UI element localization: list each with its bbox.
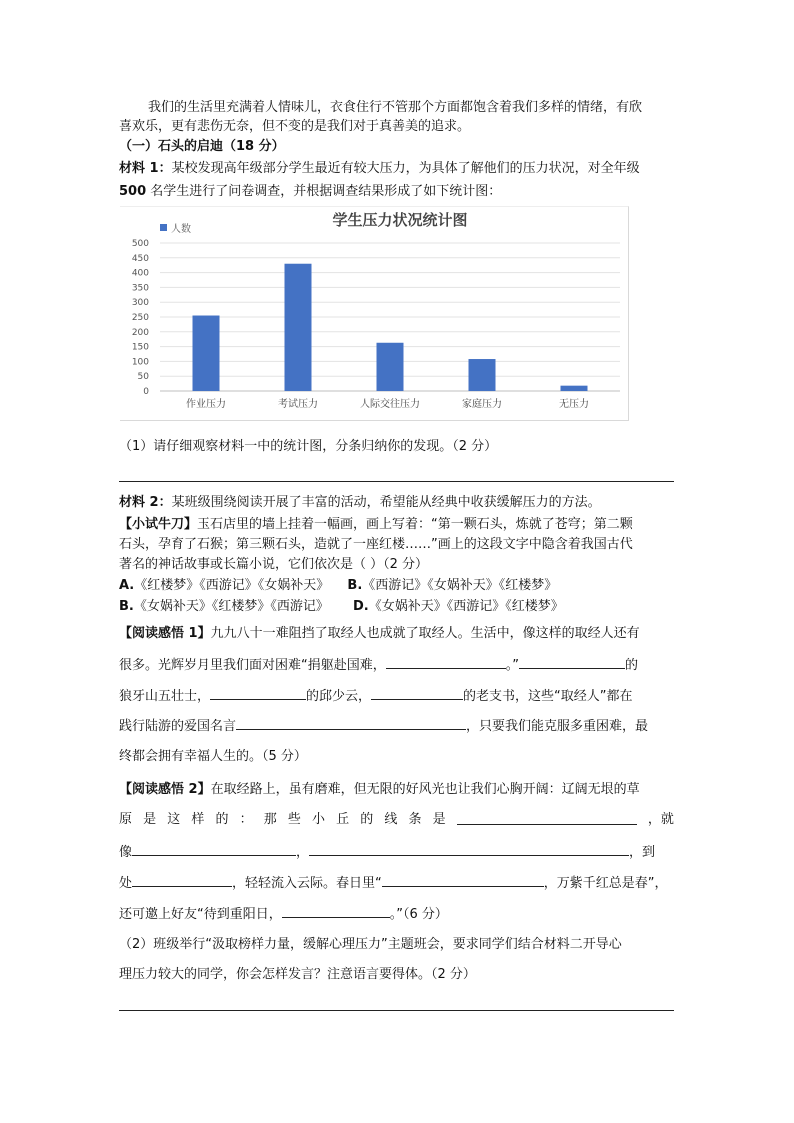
gan1-text-2c: 的: [625, 658, 639, 673]
gan2-char: 原: [119, 812, 133, 827]
option-a-label: A.: [119, 578, 135, 593]
gan2-line-4: [119, 873, 668, 893]
gan2-char: 小: [312, 812, 326, 827]
chart-bars: [193, 264, 588, 391]
material1-label: 材料 1：: [119, 161, 172, 176]
option-d-text: 《女娲补天》《西游记》《红楼梦》: [368, 599, 564, 614]
gan2-text-3a: 像: [119, 845, 133, 860]
gan2-char: 的: [215, 812, 229, 827]
gan2-char: 丘: [336, 812, 350, 827]
gan2-char: 的: [360, 812, 374, 827]
gan2-char: 是: [432, 812, 446, 827]
answer-line-2[interactable]: [119, 1010, 674, 1011]
bar-1: [193, 316, 220, 391]
blank-8[interactable]: [309, 842, 629, 856]
gan1-text-3b: 的邱少云，: [306, 689, 372, 704]
gan1-line-1: [119, 625, 640, 643]
gan1-text-4a: 践行陆游的爱国名言: [119, 719, 237, 734]
gan2-text-4c: ，万紫千红总是春”，: [543, 876, 668, 891]
option-a-text: 《红楼梦》《西游记》《女娲补天》: [134, 578, 330, 593]
blank-7[interactable]: [132, 842, 296, 856]
legend-label: 人数: [171, 224, 191, 235]
material2-line: [119, 494, 601, 512]
bar-5: [561, 386, 588, 391]
intro-line-2: 喜欢乐，更有悲伤无奈，但不变的是我们对于真善美的追求。: [119, 119, 471, 134]
gan1-text-1: 九九八十一难阻挡了取经人也成就了取经人。生活中，像这样的取经人还有: [210, 626, 640, 641]
option-c-label: B.: [119, 599, 134, 614]
gan1-text-3a: 狼牙山五壮士，: [119, 689, 211, 704]
gan2-text-5a: 还可邀上好友“待到重阳日，: [119, 907, 282, 922]
blank-1[interactable]: [386, 655, 506, 669]
xiaoshi-line-1: [119, 516, 633, 534]
y-tick-label: 200: [131, 327, 149, 338]
bar-3: [377, 343, 404, 391]
x-tick-label: 作业压力: [186, 399, 226, 410]
gan2-char: 线: [384, 812, 398, 827]
xiaoshi-line-2: 石头，孕育了石猴；第三颗石头，造就了一座红楼……”画上的这段文字中隐含着我国古代: [119, 537, 633, 552]
y-tick-label: 250: [131, 313, 149, 323]
gan1-line-2: [119, 655, 638, 675]
y-tick-label: 50: [137, 372, 149, 383]
y-tick-label: 0: [143, 387, 149, 397]
gan2-char: 条: [408, 812, 422, 827]
blank-9[interactable]: [132, 873, 232, 887]
material1-text: 某校发现高年级部分学生最近有较大压力，为具体了解他们的压力状况，对全年级: [171, 161, 640, 176]
gan2-char: 那: [263, 812, 277, 827]
x-tick-label: 考试压力: [278, 399, 318, 410]
y-tick-label: 450: [131, 253, 149, 264]
blank-6[interactable]: [457, 811, 637, 825]
gan1-line-5: 终都会拥有幸福人生的。（5 分）: [119, 749, 307, 764]
x-axis-labels: [186, 397, 589, 410]
gan2-text-3c: ，到: [629, 845, 656, 860]
stress-chart: [120, 206, 629, 421]
y-tick-label: 150: [131, 342, 149, 353]
gan2-text-4b: ，轻轻流入云际。春日里“: [232, 876, 382, 891]
options-row-2: [119, 598, 564, 616]
gan2-char: 样: [191, 812, 205, 827]
blank-4[interactable]: [371, 686, 463, 700]
material1-count: 500: [119, 184, 147, 199]
blank-10[interactable]: [382, 873, 544, 887]
gan2-char: 是: [143, 812, 157, 827]
material1-line-2: [119, 183, 501, 201]
legend-swatch: [160, 224, 167, 231]
gan2-char: ：: [239, 812, 253, 827]
question-2-line-2: 理压力较大的同学，你会怎样发言？注意语言要得体。（2 分）: [119, 967, 476, 982]
gan1-text-3c: 的老支书，这些“取经人”都在: [463, 689, 633, 704]
gan1-text-2b: 。”: [505, 658, 519, 673]
question-1: （1）请仔细观察材料一中的统计图，分条归纳你的发现。（2 分）: [119, 439, 498, 454]
gan1-line-3: [119, 686, 633, 706]
y-tick-label: 100: [131, 357, 149, 368]
option-d-label: D.: [353, 599, 369, 614]
answer-line-1[interactable]: [119, 481, 674, 482]
gan2-char: 些: [287, 812, 301, 827]
gan2-text-5b: 。”（6 分）: [389, 907, 448, 922]
x-tick-label: 家庭压力: [462, 399, 502, 410]
gan2-text-2-tail: ，就: [647, 812, 674, 827]
blank-3[interactable]: [210, 686, 306, 700]
gan2-line-3: [119, 842, 655, 862]
y-axis-ticks: [132, 239, 149, 397]
blank-5[interactable]: [236, 716, 466, 730]
y-tick-label: 500: [131, 239, 149, 249]
gan2-text-1: 在取经路上，虽有磨难，但无限的好风光也让我们心胸开阔：辽阔无垠的草: [210, 782, 640, 797]
gan2-text-4a: 处: [119, 876, 133, 891]
material1-text-2: 名学生进行了问卷调查，并根据调查结果形成了如下统计图：: [146, 184, 502, 199]
gan2-label: 【阅读感悟 2】: [119, 782, 211, 797]
gan1-text-4b: ，只要我们能克服多重困难，最: [466, 719, 649, 734]
material1-line-1: [119, 160, 640, 178]
option-b-label: B.: [347, 578, 363, 593]
gan2-text-3b: ，: [296, 845, 310, 860]
material2-label: 材料 2：: [119, 495, 172, 510]
y-tick-label: 300: [131, 298, 149, 309]
blank-11[interactable]: [282, 904, 390, 918]
gan2-char: 这: [167, 812, 181, 827]
option-b-text: 《西游记》《女娲补天》《红楼梦》: [362, 578, 558, 593]
gan1-label: 【阅读感悟 1】: [119, 626, 211, 641]
stress-chart-svg: [120, 207, 628, 420]
options-row-1: [119, 577, 557, 595]
option-c-text: 《女娲补天》《红楼梦》《西游记》: [133, 599, 329, 614]
gan1-line-4: [119, 716, 648, 736]
chart-title: 学生压力状况统计图: [332, 211, 468, 229]
gan2-line-1: [119, 781, 640, 799]
xiaoshi-text-1: 玉石店里的墙上挂着一幅画，画上写着：“第一颗石头，炼就了苍穹；第二颗: [197, 517, 633, 532]
gan2-line-5: [119, 904, 448, 924]
section-title: （一）石头的启迪（18 分）: [119, 139, 285, 154]
material2-text: 某班级围绕阅读开展了丰富的活动，希望能从经典中收获缓解压力的方法。: [171, 495, 601, 510]
xiaoshi-label: 【小试牛刀】: [119, 517, 198, 532]
bar-2: [285, 264, 312, 391]
xiaoshi-line-3: 著名的神话故事或长篇小说，它们依次是（ ）（2 分）: [119, 557, 429, 572]
gan1-text-2a: 很多。光辉岁月里我们面对困难“捐躯赴国难，: [119, 658, 386, 673]
x-tick-label: 无压力: [559, 399, 589, 410]
blank-2[interactable]: [519, 655, 625, 669]
y-tick-label: 400: [131, 268, 149, 279]
question-2-line-1: （2）班级举行“汲取榜样力量，缓解心理压力”主题班会，要求同学们结合材料二开导心: [119, 937, 622, 952]
intro-line-1: 我们的生活里充满着人情味儿，衣食住行不管那个方面都饱含着我们多样的情绪，有欣: [148, 100, 643, 115]
x-tick-label: 人际交往压力: [360, 399, 420, 410]
bar-4: [469, 359, 496, 391]
y-tick-label: 350: [131, 283, 149, 294]
gan2-line-2: [119, 811, 674, 829]
